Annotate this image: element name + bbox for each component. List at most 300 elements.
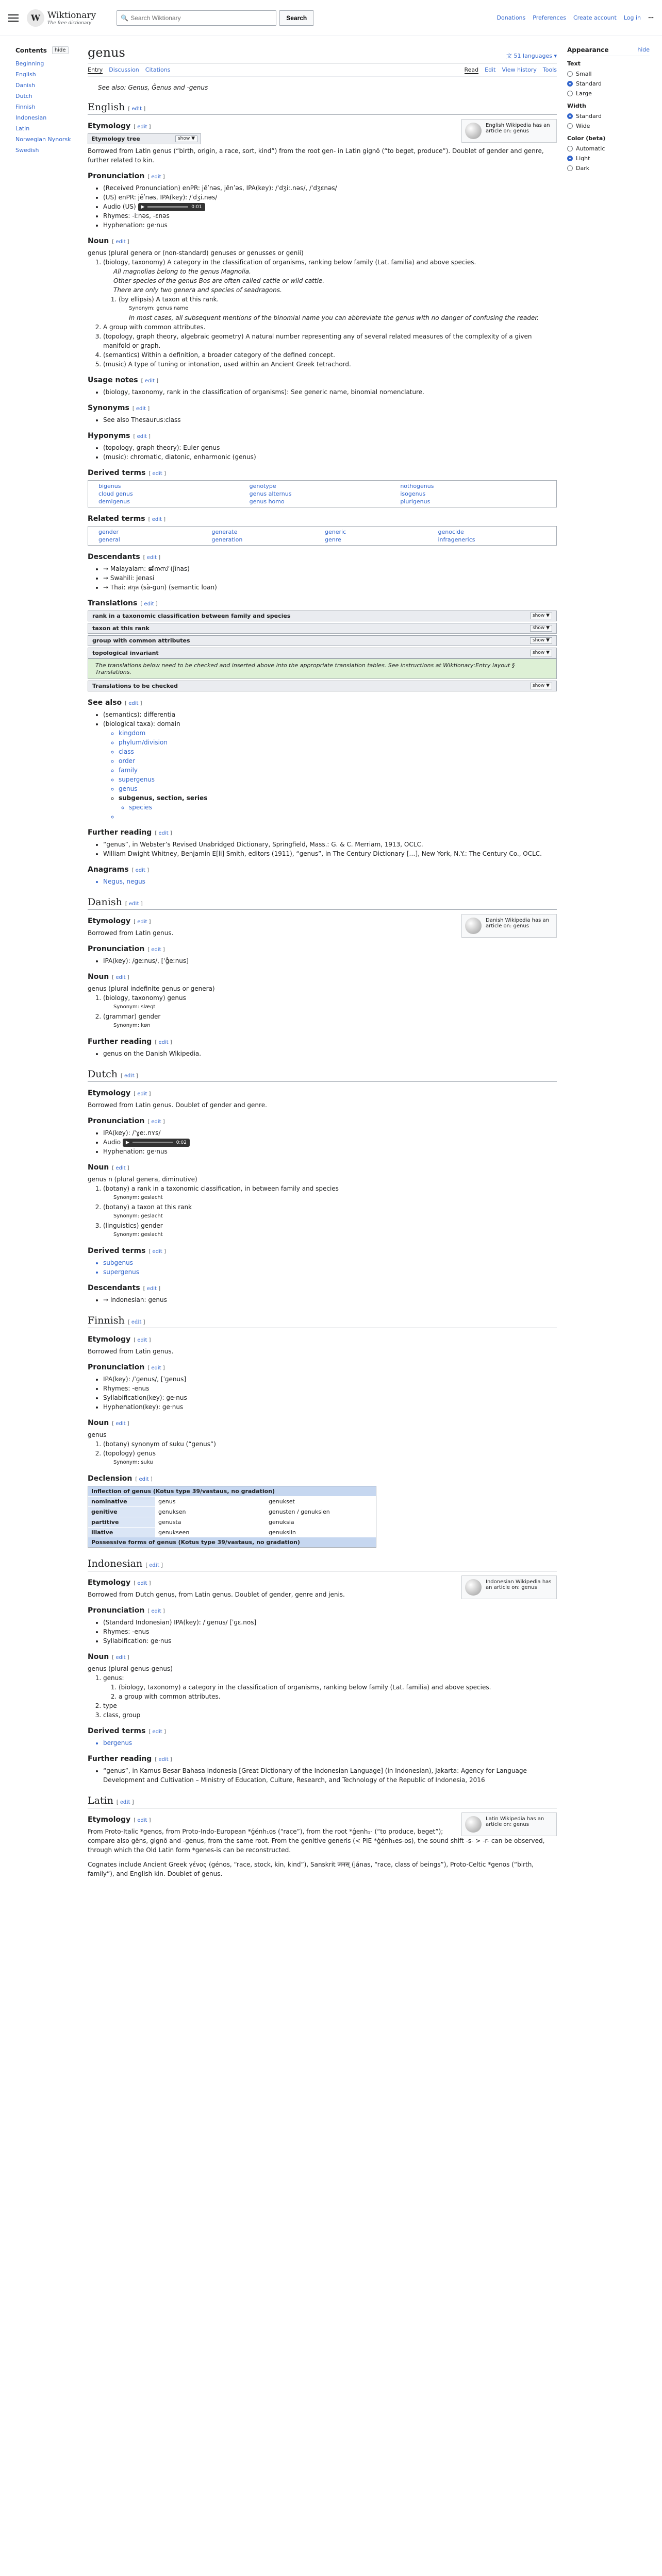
color-light-option[interactable] bbox=[567, 154, 650, 163]
brand-name: Wiktionary bbox=[47, 10, 96, 21]
edit-link[interactable]: [ edit ] bbox=[155, 1757, 172, 1762]
heading-text: Etymology bbox=[88, 917, 131, 925]
preferences-link[interactable]: Preferences bbox=[533, 14, 566, 21]
edit-link[interactable]: [ edit ] bbox=[147, 1608, 165, 1614]
wikipedia-box[interactable] bbox=[461, 119, 557, 143]
taxon-link[interactable]: ◦ kingdom bbox=[119, 728, 557, 738]
search-form bbox=[117, 10, 313, 26]
heading-text: Derived terms bbox=[88, 1727, 146, 1735]
derived-term[interactable]: • supergenus bbox=[103, 1267, 557, 1277]
appearance-title: Appearance bbox=[567, 46, 609, 54]
declension-heading bbox=[88, 1475, 557, 1483]
descendant-item: • → Thai: สกุล (sà-gun) (semantic loan) bbox=[103, 583, 557, 592]
toc-item[interactable]: Danish bbox=[15, 82, 35, 89]
edit-link[interactable]: [ edit ] bbox=[134, 124, 151, 130]
translation-gloss: group with common attributes bbox=[92, 637, 190, 644]
edit-link[interactable]: [ edit ] bbox=[148, 1729, 166, 1735]
taxon-link[interactable]: ◦ genus bbox=[119, 784, 557, 793]
further-reading-heading bbox=[88, 828, 557, 837]
section-heading-english bbox=[88, 101, 557, 115]
derived-terms-heading bbox=[88, 1247, 557, 1255]
taxon-current: ◦ subgenus, section, series bbox=[119, 793, 557, 803]
option-label: Large bbox=[576, 90, 592, 97]
etymology-text: Borrowed from Latin genus. bbox=[88, 1348, 174, 1355]
heading-text: Etymology bbox=[88, 1335, 131, 1344]
translation-table[interactable] bbox=[88, 635, 557, 646]
section-heading-latin bbox=[88, 1795, 557, 1808]
etymology-text: Borrowed from Latin genus. bbox=[88, 929, 174, 937]
further-reading-heading bbox=[88, 1755, 557, 1763]
edit-link[interactable]: [ edit ] bbox=[112, 1655, 129, 1660]
etymology-text: Borrowed from Dutch genus, from Latin genus. Doublet of gender, genre and jenis. bbox=[88, 1591, 345, 1598]
width-label: Width bbox=[567, 103, 586, 109]
sense-text: (botany) a rank in a taxonomic classification, in between family and species bbox=[103, 1185, 339, 1192]
show-button[interactable]: show ▼ bbox=[530, 625, 552, 632]
edit-link[interactable]: [ edit ] bbox=[128, 106, 146, 112]
wikipedia-globe-icon bbox=[465, 918, 482, 934]
taxon-link[interactable] bbox=[119, 812, 557, 821]
edit-link[interactable]: [ edit ] bbox=[145, 1563, 163, 1568]
heading-text: Danish bbox=[88, 896, 122, 908]
show-button[interactable]: show ▼ bbox=[175, 135, 197, 142]
sense-text: (linguistics) gender bbox=[103, 1222, 163, 1229]
play-icon[interactable]: ▶ bbox=[141, 204, 145, 210]
synonym-line: Synonym: slægt bbox=[113, 1004, 156, 1010]
section-heading-indonesian bbox=[88, 1558, 557, 1571]
heading-text: Finnish bbox=[88, 1315, 125, 1326]
radio-checked-icon[interactable] bbox=[567, 156, 573, 161]
wikipedia-box[interactable] bbox=[461, 1812, 557, 1836]
color-dark-option[interactable] bbox=[567, 163, 650, 173]
related-term[interactable]: genocide bbox=[438, 529, 464, 535]
heading-text: Pronunciation bbox=[88, 945, 145, 953]
appearance-hide-button[interactable]: hide bbox=[637, 46, 650, 53]
related-term[interactable]: infragenerics bbox=[438, 536, 475, 543]
derived-term[interactable]: demigenus bbox=[98, 498, 130, 505]
create-account-link[interactable]: Create account bbox=[573, 14, 617, 21]
synonyms-heading bbox=[88, 404, 557, 412]
show-button[interactable]: show ▼ bbox=[530, 683, 552, 689]
edit-link[interactable]: [ edit ] bbox=[120, 1073, 138, 1079]
radio-icon[interactable] bbox=[567, 123, 573, 129]
synonym-item: • See also Thesaurus:class bbox=[103, 415, 557, 425]
heading-text: Latin bbox=[88, 1795, 113, 1806]
toc-sidebar bbox=[15, 46, 82, 156]
option-label: Automatic bbox=[576, 145, 605, 152]
heading-text: Anagrams bbox=[88, 866, 129, 874]
edit-link[interactable]: [ edit ] bbox=[127, 1319, 145, 1325]
table-row: genitive genuksen genusten / genuksien bbox=[88, 1506, 376, 1517]
edit-link[interactable]: [ edit ] bbox=[147, 947, 165, 953]
derived-terms-heading bbox=[88, 1727, 557, 1735]
related-terms-heading bbox=[88, 515, 557, 523]
menu-icon[interactable] bbox=[8, 14, 19, 22]
edit-link[interactable]: [ edit ] bbox=[125, 901, 143, 907]
edit-link[interactable]: [ edit ] bbox=[131, 868, 149, 873]
show-button[interactable]: show ▼ bbox=[530, 637, 552, 644]
noun-heading bbox=[88, 973, 557, 981]
toc-item[interactable]: English bbox=[15, 71, 36, 78]
search-button[interactable]: Search bbox=[279, 10, 313, 26]
text-small-option[interactable] bbox=[567, 69, 650, 79]
etymology-text: Borrowed from Latin genus. Doublet of gender and genre. bbox=[88, 1101, 267, 1109]
wiktionary-logo[interactable]: W bbox=[27, 9, 44, 27]
subsense-item: 1. (biology, taxonomy) a category in the classification of organisms, ranking below family (Lat. familia) and above species. bbox=[119, 1683, 557, 1692]
color-automatic-option[interactable] bbox=[567, 144, 650, 154]
translation-gloss: taxon at this rank bbox=[92, 625, 150, 632]
derived-term[interactable]: bigenus bbox=[98, 483, 121, 489]
taxon-link[interactable]: ◦ species bbox=[129, 803, 557, 812]
translation-table[interactable] bbox=[88, 611, 557, 621]
edit-link[interactable]: [ edit ] bbox=[155, 1040, 172, 1045]
related-term[interactable]: generation bbox=[211, 536, 243, 543]
heading-text: Related terms bbox=[88, 515, 145, 523]
see-also-hatnote: See also: Genus, Ĝenus and -genus bbox=[98, 84, 208, 91]
derived-term[interactable]: plurigenus bbox=[400, 498, 431, 505]
section-heading-danish bbox=[88, 896, 557, 910]
heading-text: Pronunciation bbox=[88, 1117, 145, 1125]
audio-progress[interactable] bbox=[133, 1142, 173, 1143]
rhymes-item: • Rhymes: -iːnəs, -ɛnəs bbox=[103, 211, 557, 221]
more-options-icon[interactable]: ⋯ bbox=[648, 14, 654, 21]
play-icon[interactable]: ▶ bbox=[125, 1140, 129, 1145]
login-link[interactable]: Log in bbox=[623, 14, 641, 21]
search-icon: 🔍 bbox=[121, 14, 129, 22]
languages-button[interactable]: 文 51 languages ▾ bbox=[506, 53, 557, 59]
wikipedia-globe-icon bbox=[465, 123, 482, 139]
syllabification-item: • Syllabification: ge‧nus bbox=[103, 1636, 557, 1646]
audio-item: • Audio ▶ 0:02 bbox=[103, 1138, 557, 1147]
radio-icon[interactable] bbox=[567, 165, 573, 171]
usage-example: Other species of the genus Bos are often called cattle or wild cattle. bbox=[113, 277, 325, 284]
translations-to-check[interactable] bbox=[88, 681, 557, 691]
derived-term[interactable]: • subgenus bbox=[103, 1258, 557, 1267]
anagram-item[interactable]: • Negus, negus bbox=[103, 877, 557, 886]
descendant-item: • → Indonesian: genus bbox=[103, 1295, 557, 1304]
etymology-tree-box[interactable] bbox=[88, 133, 201, 144]
edit-link[interactable]: [ edit ] bbox=[132, 406, 150, 412]
toc-title: Contents bbox=[15, 46, 47, 54]
heading-text: English bbox=[88, 101, 125, 113]
related-term[interactable]: gender bbox=[98, 529, 119, 535]
declension-table bbox=[88, 1486, 376, 1548]
usage-example: All magnolias belong to the genus Magnolia. bbox=[113, 268, 251, 275]
headword-line: genus (plural indefinite genus or genera) bbox=[88, 985, 215, 992]
declension-title[interactable]: Inflection of genus (Kotus type 39/vastaus, no gradation) bbox=[88, 1486, 376, 1496]
donations-link[interactable]: Donations bbox=[496, 14, 526, 21]
search-input[interactable] bbox=[117, 10, 276, 26]
toc-hide-button[interactable]: hide bbox=[52, 46, 69, 54]
syllabification-item: • Syllabification(key): ge‧nus bbox=[103, 1393, 557, 1402]
edit-link[interactable]: [ edit ] bbox=[147, 1365, 165, 1371]
see-also-heading bbox=[88, 699, 557, 707]
edit-link[interactable]: [ edit ] bbox=[134, 1091, 151, 1097]
edit-link[interactable]: [ edit ] bbox=[155, 831, 172, 836]
see-also-item bbox=[103, 719, 557, 821]
descendants-heading bbox=[88, 553, 557, 561]
tab-edit[interactable]: Edit bbox=[485, 66, 496, 73]
edit-link[interactable]: [ edit ] bbox=[134, 1337, 151, 1343]
audio-player[interactable] bbox=[138, 203, 205, 211]
text-size-label: Text bbox=[567, 60, 581, 67]
option-label: Standard bbox=[576, 80, 602, 87]
heading-text: Etymology bbox=[88, 1579, 131, 1587]
radio-checked-icon[interactable] bbox=[567, 113, 573, 119]
noun-heading bbox=[88, 237, 557, 245]
toc-item[interactable]: Swedish bbox=[15, 147, 39, 154]
tab-citations[interactable]: Citations bbox=[145, 66, 171, 73]
tab-entry[interactable]: Entry bbox=[88, 66, 103, 73]
translation-table[interactable] bbox=[88, 648, 557, 658]
heading-text: Further reading bbox=[88, 1755, 152, 1763]
descendant-item: • → Malayalam: ജീനസ് (jīnas) bbox=[103, 564, 557, 573]
audio-time: 0:02 bbox=[176, 1140, 187, 1145]
edit-link[interactable]: [ edit ] bbox=[143, 555, 161, 561]
edit-link[interactable]: [ edit ] bbox=[125, 701, 142, 706]
related-term[interactable]: general bbox=[98, 536, 120, 543]
tab-discussion[interactable]: Discussion bbox=[109, 66, 139, 73]
option-label: Small bbox=[576, 71, 592, 77]
edit-link[interactable]: [ edit ] bbox=[143, 1286, 161, 1292]
edit-link[interactable]: [ edit ] bbox=[148, 471, 166, 477]
sense-item: 2. A group with common attributes. bbox=[103, 323, 557, 332]
reference-item: • William Dwight Whitney, Benjamin E[li] Smith, editors (1911), “genus”, in The Century Dictionary […], New York, N.Y.: The Century Co., OCLC. bbox=[103, 849, 557, 858]
radio-icon[interactable] bbox=[567, 91, 573, 96]
edit-link[interactable]: [ edit ] bbox=[134, 919, 151, 925]
wikipedia-box[interactable] bbox=[461, 1575, 557, 1599]
main-content bbox=[88, 45, 557, 1878]
heading-text: Hyponyms bbox=[88, 432, 130, 440]
edit-link[interactable]: [ edit ] bbox=[148, 517, 166, 522]
taxon-link[interactable]: ◦ family bbox=[119, 766, 557, 775]
reference-item: • “genus”, in Kamus Besar Bahasa Indonesia [Great Dictionary of the Indonesian Language] (in Indonesian), Jakarta: Agency for Language Development and Cultivation – Ministry of Education, Culture, Research, and Technology of the Republic of Indonesia, 2016 bbox=[103, 1766, 557, 1785]
text-standard-option[interactable] bbox=[567, 79, 650, 89]
heading-text: Descendants bbox=[88, 553, 140, 561]
heading-text: Pronunciation bbox=[88, 1363, 145, 1371]
synonym-line: Synonym: geslacht bbox=[113, 1195, 163, 1200]
text-large-option[interactable] bbox=[567, 89, 650, 98]
hyponym-item: • (music): chromatic, diatonic, enharmonic (genus) bbox=[103, 452, 557, 462]
sense-text: (biology, taxonomy) genus bbox=[103, 994, 186, 1002]
related-term[interactable]: generate bbox=[211, 529, 238, 535]
rhymes-item: • Rhymes: -enus bbox=[103, 1627, 557, 1636]
derived-term[interactable]: nothogenus bbox=[400, 483, 434, 489]
headword-line: genus bbox=[88, 1431, 107, 1438]
toc-item[interactable]: Dutch bbox=[15, 93, 32, 99]
page-title-bar bbox=[88, 45, 557, 63]
sense-item bbox=[103, 1449, 557, 1467]
taxon-link[interactable]: ◦ supergenus bbox=[119, 775, 557, 784]
heading-text: Dutch bbox=[88, 1069, 118, 1080]
pronunciation-item: • IPA(key): /ɡeːnus/, [ˈɡ̊eːnus] bbox=[103, 956, 557, 965]
descendant-item: • → Swahili: jenasi bbox=[103, 573, 557, 583]
edit-link[interactable]: [ edit ] bbox=[112, 239, 129, 245]
translation-table[interactable] bbox=[88, 623, 557, 634]
translation-gloss: rank in a taxonomic classification between family and species bbox=[92, 613, 291, 619]
table-row: nominative genus genukset bbox=[88, 1496, 376, 1506]
related-term[interactable]: generic bbox=[325, 529, 346, 535]
table-row: illative genukseen genuksiin bbox=[88, 1527, 376, 1537]
derived-term[interactable]: isogenus bbox=[400, 490, 426, 497]
noun-heading bbox=[88, 1653, 557, 1661]
edit-link[interactable]: [ edit ] bbox=[135, 1477, 153, 1482]
see-also-item[interactable]: • (semantics): differentia bbox=[103, 710, 557, 719]
taxon-link[interactable]: ◦ class bbox=[119, 747, 557, 756]
translation-check-note: The translations below need to be checked and inserted above into the appropriate translation tables. See instructions at Wiktionary:Entry layout § Translations. bbox=[88, 658, 557, 679]
translation-gloss: topological invariant bbox=[92, 650, 159, 656]
edit-link[interactable]: [ edit ] bbox=[147, 1119, 165, 1125]
radio-icon[interactable] bbox=[567, 146, 573, 151]
edit-link[interactable]: [ edit ] bbox=[140, 601, 158, 607]
etymology-heading bbox=[88, 1089, 557, 1097]
taxon-link[interactable]: ◦ order bbox=[119, 756, 557, 766]
related-terms-box bbox=[88, 526, 557, 546]
audio-time: 0:01 bbox=[191, 204, 202, 210]
edit-link[interactable]: [ edit ] bbox=[112, 1165, 129, 1171]
descendants-heading bbox=[88, 1284, 557, 1292]
pronunciation-item: • (Standard Indonesian) IPA(key): /ˈɡenus/ [ˈɡɛ.nʊs] bbox=[103, 1618, 557, 1627]
wikipedia-box-text: Indonesian Wikipedia has an article on: genus bbox=[486, 1579, 552, 1590]
derived-term[interactable]: genotype bbox=[249, 483, 276, 489]
cognates-text: Cognates include Ancient Greek γένος (génos, “race, stock, kin, kind”), Sanskrit जनस् (jánas, “race, class of beings”), Proto-Celtic *genos (“birth, family”), and English kin. Doublet of genus. bbox=[88, 1861, 534, 1877]
audio-progress[interactable] bbox=[147, 206, 188, 208]
color-label: Color (beta) bbox=[567, 135, 606, 142]
sense-text: (by ellipsis) A taxon at this rank. bbox=[119, 296, 219, 303]
usage-notes-heading bbox=[88, 376, 557, 384]
toc-item[interactable]: Latin bbox=[15, 125, 30, 132]
pronunciation-heading bbox=[88, 172, 557, 180]
toc-item[interactable]: Beginning bbox=[15, 60, 44, 67]
derived-term[interactable]: genus alternus bbox=[249, 490, 292, 497]
heading-text: Descendants bbox=[88, 1284, 140, 1292]
translation-gloss: Translations to be checked bbox=[92, 683, 178, 689]
wikipedia-box-text: English Wikipedia has an article on: genus bbox=[486, 123, 550, 134]
audio-label: Audio (US) bbox=[103, 203, 136, 210]
wikipedia-globe-icon bbox=[465, 1816, 482, 1833]
sense-text: genus: bbox=[103, 1674, 124, 1682]
derived-terms-box bbox=[88, 480, 557, 507]
heading-text: Declension bbox=[88, 1475, 133, 1483]
section-heading-finnish bbox=[88, 1315, 557, 1328]
heading-text: Etymology bbox=[88, 122, 131, 130]
tab-tools[interactable]: Tools bbox=[542, 66, 557, 73]
headword-line: genus (plural genera or (non-standard) genuses or genusses or genii) bbox=[88, 249, 304, 257]
sense-item bbox=[103, 258, 557, 323]
edit-link[interactable]: [ edit ] bbox=[112, 1421, 129, 1427]
usage-example: There are only two genera and species of seadragons. bbox=[113, 286, 282, 294]
taxon-link[interactable]: ◦ phylum/division bbox=[119, 738, 557, 747]
heading-text: Pronunciation bbox=[88, 172, 145, 180]
sense-item bbox=[103, 1673, 557, 1701]
sense-list bbox=[103, 258, 557, 369]
derived-term[interactable]: genus homo bbox=[249, 498, 285, 505]
noun-heading bbox=[88, 1419, 557, 1427]
see-also-text: (biological taxa): domain bbox=[103, 720, 180, 727]
heading-text: Derived terms bbox=[88, 469, 146, 477]
hyphenation-item: • Hyphenation: ge‧nus bbox=[103, 1147, 557, 1156]
width-wide-option[interactable] bbox=[567, 121, 650, 131]
edit-link[interactable]: [ edit ] bbox=[134, 1581, 151, 1586]
tab-read[interactable]: Read bbox=[464, 66, 479, 73]
toc-item[interactable]: Indonesian bbox=[15, 114, 47, 121]
heading-text: Etymology bbox=[88, 1089, 131, 1097]
synonym-line: Synonym: genus name bbox=[129, 306, 189, 311]
derived-term[interactable]: • bergenus bbox=[103, 1738, 557, 1748]
option-label: Dark bbox=[576, 165, 590, 172]
subsense-item bbox=[119, 295, 557, 323]
heading-text: Synonyms bbox=[88, 404, 129, 412]
show-button[interactable]: show ▼ bbox=[530, 613, 552, 619]
heading-text: Etymology bbox=[88, 1816, 131, 1824]
edit-link[interactable]: [ edit ] bbox=[147, 174, 165, 180]
rhymes-item: • Rhymes: -enus bbox=[103, 1384, 557, 1393]
heading-text: Derived terms bbox=[88, 1247, 146, 1255]
width-standard-option[interactable] bbox=[567, 111, 650, 121]
sense-text: (topology) genus bbox=[103, 1450, 156, 1457]
translations-heading bbox=[88, 599, 557, 607]
headword-line: genus n (plural genera, diminutive) bbox=[88, 1176, 197, 1183]
edit-link[interactable]: [ edit ] bbox=[134, 1818, 151, 1823]
etymology-text: From Proto-Italic *genos, from Proto-Indo-European *ǵénh₁os (“race”), from the root *ǵenh₁- (“to produce, beget”); compare also gēns, gignō and -genus, from the same root. From the genitive generis (< PIE *ǵénh₁es-os), the sound shift -s- > -r- can be observed, through which the Old Latin form *genes-is can be reconstructed. bbox=[88, 1828, 545, 1854]
heading-text: Pronunciation bbox=[88, 1606, 145, 1615]
sense-item bbox=[103, 1202, 557, 1221]
heading-text: Noun bbox=[88, 973, 109, 981]
synonym-line: Synonym: geslacht bbox=[113, 1213, 163, 1219]
noun-heading bbox=[88, 1163, 557, 1172]
brand[interactable] bbox=[47, 10, 96, 26]
audio-player[interactable] bbox=[123, 1139, 190, 1147]
sense-item bbox=[103, 993, 557, 1012]
navbox-title: Etymology tree bbox=[91, 135, 140, 142]
edit-link[interactable]: [ edit ] bbox=[141, 378, 159, 384]
sense-item: 5. (music) A type of tuning or intonation, used within an Ancient Greek tetrachord. bbox=[103, 360, 557, 369]
heading-text: Noun bbox=[88, 237, 109, 245]
edit-link[interactable]: [ edit ] bbox=[116, 1800, 134, 1805]
edit-link[interactable]: [ edit ] bbox=[112, 975, 129, 980]
pronunciation-item: • (Received Pronunciation) enPR: jēʹnəs, jĕnʹəs, IPA(key): /ˈdʒiː.nəs/, /ˈdʒɛnəs/ bbox=[103, 183, 557, 193]
headword-line: genus (plural genus-genus) bbox=[88, 1665, 173, 1672]
sense-item bbox=[103, 1184, 557, 1202]
edit-link[interactable]: [ edit ] bbox=[133, 434, 151, 439]
synonym-line: Synonym: køn bbox=[113, 1023, 151, 1028]
option-label: Wide bbox=[576, 123, 590, 129]
option-label: Standard bbox=[576, 113, 602, 120]
page-title: genus bbox=[88, 45, 125, 60]
toc-item[interactable]: Norwegian Nynorsk bbox=[15, 136, 71, 143]
usage-note: • (biology, taxonomy, rank in the classification of organisms): See generic name, binomial nomenclature. bbox=[103, 387, 557, 397]
anagrams-heading bbox=[88, 866, 557, 874]
wikipedia-box[interactable] bbox=[461, 914, 557, 938]
heading-text: Translations bbox=[88, 599, 138, 607]
related-term[interactable]: genre bbox=[325, 536, 341, 543]
radio-icon[interactable] bbox=[567, 71, 573, 77]
derived-term[interactable]: cloud genus bbox=[98, 490, 133, 497]
heading-text: Usage notes bbox=[88, 376, 138, 384]
pronunciation-heading bbox=[88, 1363, 557, 1371]
tab-view-history[interactable]: View history bbox=[502, 66, 537, 73]
heading-text: Noun bbox=[88, 1163, 109, 1172]
toc-item[interactable]: Finnish bbox=[15, 104, 36, 110]
further-reading-heading bbox=[88, 1038, 557, 1046]
show-button[interactable]: show ▼ bbox=[530, 650, 552, 656]
possessive-forms-title[interactable]: Possessive forms of genus (Kotus type 39/vastaus, no gradation) bbox=[88, 1537, 376, 1547]
heading-text: Noun bbox=[88, 1653, 109, 1661]
edit-link[interactable]: [ edit ] bbox=[148, 1249, 166, 1255]
sense-item bbox=[103, 1221, 557, 1240]
appearance-panel bbox=[567, 46, 650, 173]
reference-item[interactable]: • genus on the Danish Wikipedia. bbox=[103, 1049, 557, 1058]
radio-checked-icon[interactable] bbox=[567, 81, 573, 87]
